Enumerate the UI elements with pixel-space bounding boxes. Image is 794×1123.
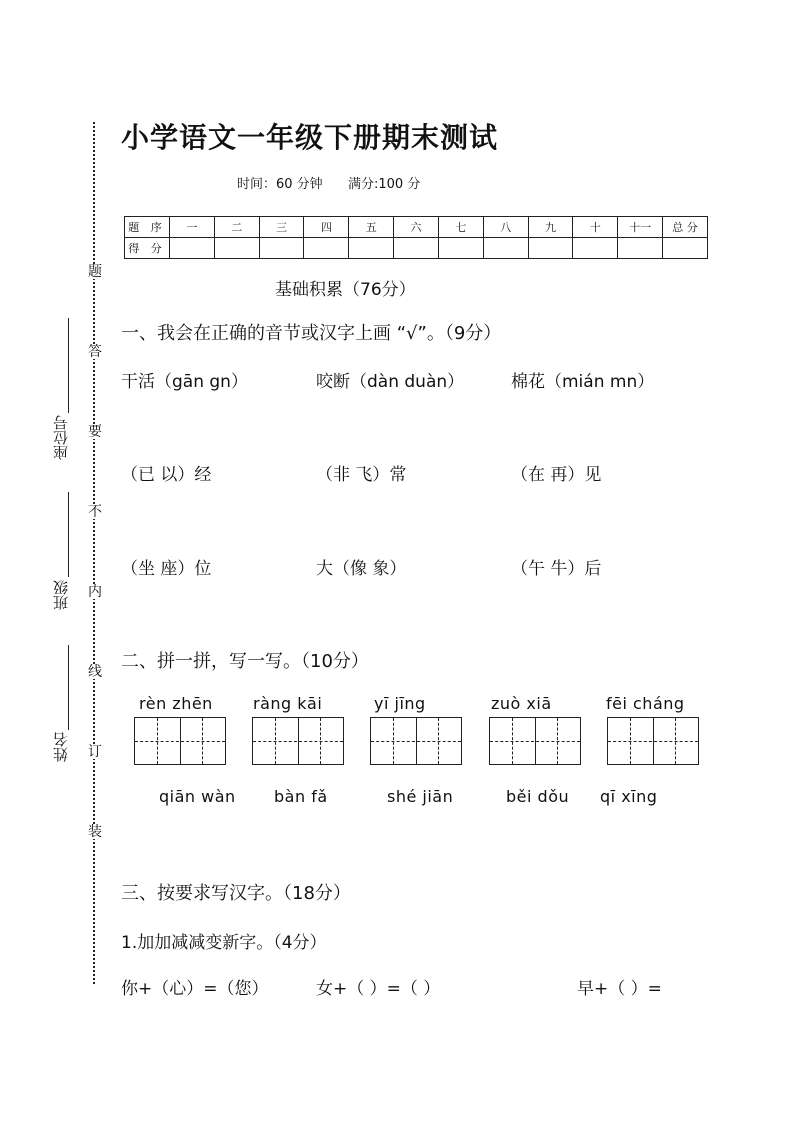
score-cell[interactable]: [259, 238, 304, 259]
column-header: 总 分: [663, 217, 708, 238]
bottom-pinyin: qiān wàn: [159, 787, 236, 806]
bottom-pinyin: běi dǒu: [506, 787, 570, 806]
score-cell[interactable]: [483, 238, 528, 259]
q1-item[interactable]: （已 以）经: [121, 465, 212, 485]
name-field[interactable]: [68, 645, 69, 730]
q1-item[interactable]: （午 牛）后: [511, 559, 602, 579]
bottom-pinyin: bàn fǎ: [274, 787, 328, 806]
margin-char: 线: [88, 664, 102, 680]
name-label: 姓名: [52, 732, 70, 762]
q1-item[interactable]: （非 飞）常: [316, 465, 407, 485]
q1-item[interactable]: （在 再）见: [511, 465, 602, 485]
column-header: 二: [214, 217, 259, 238]
score-cell[interactable]: [618, 238, 663, 259]
writing-grid[interactable]: [489, 717, 581, 765]
writing-grid[interactable]: [252, 717, 344, 765]
score-table: [124, 216, 708, 259]
box-pinyin: ràng kāi: [253, 694, 323, 713]
column-header: 三: [259, 217, 304, 238]
q1-item[interactable]: 棉花（mián mn）: [511, 372, 655, 392]
q2-heading: 二、拼一拼，写一写。（10分）: [121, 651, 369, 672]
class-field[interactable]: [68, 492, 69, 577]
column-header: 十一: [618, 217, 663, 238]
margin-char: 订: [88, 744, 102, 760]
q3-heading: 三、按要求写汉字。（18分）: [121, 883, 351, 904]
q1-item[interactable]: 干活（gān gn）: [121, 372, 248, 392]
box-pinyin: rèn zhēn: [139, 694, 213, 713]
score-cell[interactable]: [304, 238, 349, 259]
q1-item[interactable]: （坐 座）位: [121, 559, 212, 579]
column-header: 一: [170, 217, 215, 238]
margin-char: 答: [88, 344, 102, 360]
writing-grid[interactable]: [607, 717, 699, 765]
score-table-header-row: [125, 217, 708, 238]
score-cell[interactable]: [528, 238, 573, 259]
writing-grid[interactable]: [134, 717, 226, 765]
score-cell[interactable]: [573, 238, 618, 259]
score-cell[interactable]: [663, 238, 708, 259]
column-header: 八: [483, 217, 528, 238]
score-cell[interactable]: [438, 238, 483, 259]
score-cell[interactable]: [394, 238, 439, 259]
q3-item[interactable]: 早+（ ）=: [577, 979, 662, 999]
q3-item: 你+（心）=（您）: [121, 979, 269, 999]
margin-char: 要: [88, 424, 102, 440]
binding-dotted-line: [93, 122, 95, 984]
margin-char: 内: [88, 584, 102, 600]
margin-char: 不: [88, 504, 102, 520]
score-cell[interactable]: [214, 238, 259, 259]
q3-sub1: 1.加加减减变新字。（4分）: [121, 933, 327, 953]
q3-item[interactable]: 女+（ ）=（ ）: [316, 979, 441, 999]
column-header: 九: [528, 217, 573, 238]
box-pinyin: zuò xiā: [491, 694, 552, 713]
column-header: 七: [438, 217, 483, 238]
box-pinyin: yī jīng: [374, 694, 426, 713]
margin-char: 装: [88, 824, 102, 840]
seat-number-label: 座位号: [52, 415, 70, 460]
q1-item[interactable]: 咬断（dàn duàn）: [316, 372, 465, 392]
score-table-header-label: 题 序: [125, 217, 170, 238]
score-cell[interactable]: [170, 238, 215, 259]
score-row-label: 得 分: [125, 238, 170, 259]
q1-item[interactable]: 大（像 象）: [316, 559, 407, 579]
bottom-pinyin: shé jiān: [387, 787, 454, 806]
seat-number-field[interactable]: [68, 318, 69, 413]
full-score: 满分:100 分: [348, 177, 421, 192]
column-header: 六: [394, 217, 439, 238]
column-header: 十: [573, 217, 618, 238]
column-header: 五: [349, 217, 394, 238]
time-limit: 时间：60 分钟: [237, 177, 323, 192]
page-title: 小学语文一年级下册期末测试: [121, 121, 499, 154]
box-pinyin: fēi cháng: [606, 694, 685, 713]
q1-heading: 一、我会在正确的音节或汉字上画 “√”。（9分）: [121, 323, 502, 344]
margin-char: 题: [88, 264, 102, 280]
column-header: 四: [304, 217, 349, 238]
writing-grid[interactable]: [370, 717, 462, 765]
class-label: 班级: [52, 580, 70, 610]
score-cell[interactable]: [349, 238, 394, 259]
score-table-score-row: [125, 238, 708, 259]
bottom-pinyin: qī xīng: [600, 787, 658, 806]
section-basic-heading: 基础积累（76分）: [275, 280, 416, 300]
